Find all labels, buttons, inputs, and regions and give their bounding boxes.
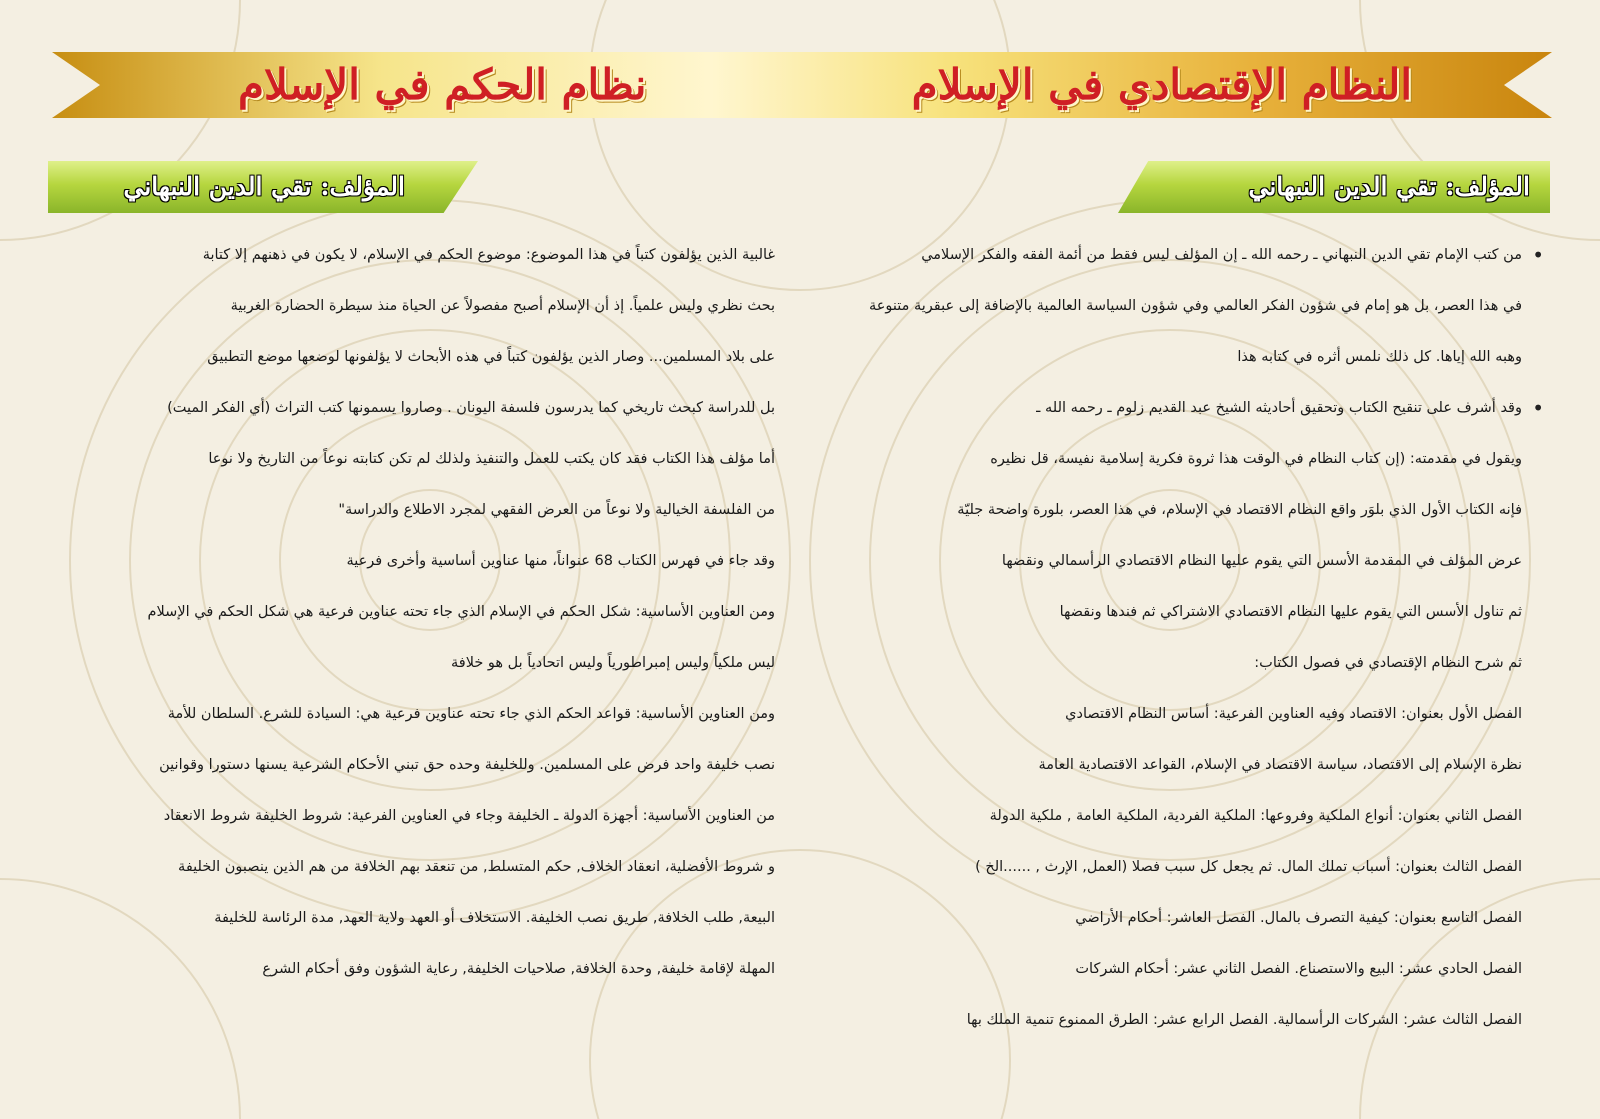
text-line: في هذا العصر، بل هو إمام في شؤون الفكر العالمي وفي شؤون السياسة العالمية بالإضافة إلى عبقرية متنوعة — [868, 298, 1522, 314]
text-line: بحث نظري وليس علمياً. إذ أن الإسلام أصبح مفصولاً عن الحياة منذ سيطرة الحضارة الغربية — [230, 298, 775, 314]
left-column-text — [65, 230, 775, 995]
text-line: من الفلسفة الخيالية ولا نوعاً من العرض الفقهي لمجرد الاطلاع والدراسة" — [338, 502, 775, 518]
text-line: الفصل الثاني بعنوان: أنواع الملكية وفروعها: الملكية الفردية، الملكية العامة , ملكية الدولة — [989, 808, 1522, 824]
text-line: فإنه الكتاب الأول الذي بلوَر واقع النظام الاقتصاد في الإسلام، في هذا العصر، بلورة واضحة جليّة — [957, 502, 1522, 518]
text-line: ومن العناوين الأساسية: شكل الحكم في الإسلام الذي جاء تحته عناوين فرعية هي شكل الحكم في الإسلام — [147, 604, 775, 620]
right-book-title: النظام الإقتصادي في الإسلام — [911, 60, 1412, 109]
text-line: ليس ملكياً وليس إمبراطورياً وليس اتحادياً بل هو خلافة — [451, 655, 775, 671]
text-line: الفصل الثالث بعنوان: أسباب تملك المال. ثم يجعل كل سبب فصلا (العمل, الإرث , ......الخ ) — [975, 859, 1522, 875]
right-column-text — [802, 230, 1522, 1046]
text-line: الفصل التاسع بعنوان: كيفية التصرف بالمال. الفصل العاشر: أحكام الأراضي — [1075, 910, 1522, 926]
text-line: أما مؤلف هذا الكتاب فقد كان يكتب للعمل والتنفيذ ولذلك لم تكن كتابته نوعاً من التاريخ ولا نوعا — [208, 451, 775, 467]
text-line: غالبية الذين يؤلفون كتباً في هذا الموضوع: موضوع الحكم في الإسلام، لا يكون في ذهنهم إلا كتابة — [202, 247, 775, 263]
left-author-label: المؤلف: تقي الدين النبهاني — [123, 172, 405, 201]
text-line: ثم تناول الأسس التي يقوم عليها النظام الاقتصادي الاشتراكي ثم فندها ونقضها — [1059, 604, 1522, 620]
text-line: ثم شرح النظام الإقتصادي في فصول الكتاب: — [1254, 655, 1522, 671]
text-line: نصب خليفة واحد فرض على المسلمين. وللخليفة وحده حق تبني الأحكام الشرعية يسنها دستورا وقوانين — [159, 757, 775, 773]
text-line: ويقول في مقدمته: (إن كتاب النظام في الوقت هذا ثروة فكرية إسلامية نفيسة، قل نظيره — [990, 451, 1522, 467]
text-line: الفصل الأول بعنوان: الاقتصاد وفيه العناوين الفرعية: أساس النظام الاقتصادي — [1065, 706, 1522, 722]
text-line: وهبه الله إياها. كل ذلك نلمس أثره في كتابه هذا — [1237, 349, 1522, 365]
text-line: و شروط الأفضلية، انعقاد الخلاف, حكم المتسلط, من تنعقد بهم الخلافة من هم الذين ينصبون الخليفة — [178, 859, 775, 875]
text-line: البيعة, طلب الخلافة, طريق نصب الخليفة. الاستخلاف أو العهد ولاية العهد, مدة الرئاسة للخليفة — [214, 910, 775, 926]
text-line: • من كتب الإمام تقي الدين النبهاني ـ رحمه الله ـ إن المؤلف ليس فقط من أئمة الفقه والفكر الإسلامي — [802, 230, 1522, 281]
text-line: ومن العناوين الأساسية: قواعد الحكم الذي جاء تحته عناوين فرعية هي: السيادة للشرع. السلطان للأمة — [167, 706, 775, 722]
text-line: المهلة لإقامة خليفة, وحدة الخلافة, صلاحيات الخليفة, رعاية الشؤون وفق أحكام الشرع — [262, 961, 775, 977]
text-line: عرض المؤلف في المقدمة الأسس التي يقوم عليها النظام الاقتصادي الرأسمالي ونقضها — [1001, 553, 1522, 569]
text-line: الفصل الحادي عشر: البيع والاستصناع. الفصل الثاني عشر: أحكام الشركات — [1075, 961, 1522, 977]
text-line: نظرة الإسلام إلى الاقتصاد، سياسة الاقتصاد في الإسلام، القواعد الاقتصادية العامة — [1038, 757, 1522, 773]
text-line: الفصل الثالث عشر: الشركات الرأسمالية. الفصل الرابع عشر: الطرق الممنوع تنمية الملك بها — [966, 1012, 1522, 1028]
text-line: وقد جاء في فهرس الكتاب 68 عنواناً، منها عناوين أساسية وأخرى فرعية — [346, 553, 775, 569]
text-line: من العناوين الأساسية: أجهزة الدولة ـ الخليفة وجاء في العناوين الفرعية: شروط الخليفة شروط الانعقاد — [163, 808, 775, 824]
text-line: على بلاد المسلمين... وصار الذين يؤلفون كتباً في هذه الأبحاث لا يؤلفونها لوضعها موضع التطبيق — [207, 349, 775, 365]
text-line: بل للدراسة كبحث تاريخي كما يدرسون فلسفة اليونان . وصاروا يسمونها كتب التراث (أي الفكر الميت) — [167, 400, 775, 416]
text-line: • وقد أشرف على تنقيح الكتاب وتحقيق أحاديثه الشيخ عبد القديم زلوم ـ رحمه الله ـ — [802, 383, 1522, 434]
right-author-label: المؤلف: تقي الدين النبهاني — [1248, 172, 1530, 201]
left-book-title: نظام الحكم في الإسلام — [238, 60, 647, 109]
